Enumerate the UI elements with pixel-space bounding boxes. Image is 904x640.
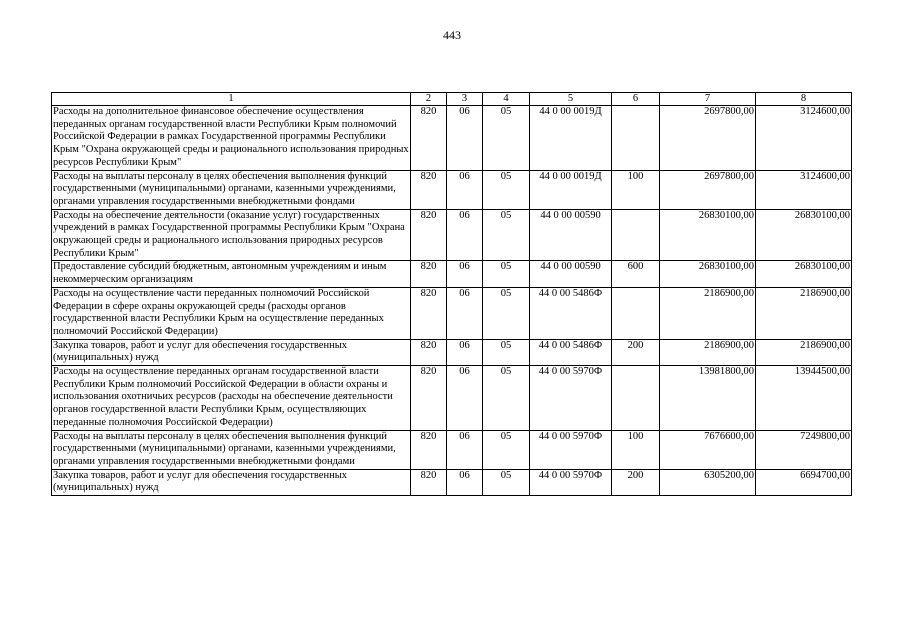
column-header: 3 xyxy=(447,93,483,106)
cell-section: 06 xyxy=(447,366,483,431)
cell-target-article: 44 0 00 5486Ф xyxy=(530,287,612,339)
cell-expense-type xyxy=(612,209,660,261)
row-description: Расходы на обеспечение деятельности (оказание услуг) государственных учреждений в рамках Государственной программы Республики Крым "Охрана окружающей среды и рационального использования природных ресурсов Республики Крым" xyxy=(52,209,411,261)
row-description: Расходы на выплаты персоналу в целях обеспечения выполнения функций государственными (муниципальными) органами, казенными учреждениями, органами управления государственными внебюджетными фондами xyxy=(52,170,411,209)
cell-expense-type: 200 xyxy=(612,339,660,365)
cell-ministry: 820 xyxy=(411,469,447,495)
row-description: Расходы на осуществление переданных органам государственной власти Республики Крым полномочий Российской Федерации в области охраны и использования охотничьих ресурсов (расходы на обеспечение деятельности органов государственной власти Республики Крым, осуществляющих переданные полномочия Российской Федерации) xyxy=(52,366,411,431)
cell-ministry: 820 xyxy=(411,261,447,287)
cell-amount-col7: 26830100,00 xyxy=(660,209,756,261)
cell-target-article: 44 0 00 5970Ф xyxy=(530,469,612,495)
cell-subsection: 05 xyxy=(483,430,530,469)
cell-target-article: 44 0 00 5486Ф xyxy=(530,339,612,365)
cell-expense-type xyxy=(612,287,660,339)
cell-ministry: 820 xyxy=(411,339,447,365)
cell-target-article: 44 0 00 0019Д xyxy=(530,170,612,209)
budget-table xyxy=(51,92,852,496)
cell-subsection: 05 xyxy=(483,106,530,171)
cell-subsection: 05 xyxy=(483,339,530,365)
cell-amount-col8: 2186900,00 xyxy=(756,339,852,365)
cell-amount-col7: 2186900,00 xyxy=(660,287,756,339)
cell-subsection: 05 xyxy=(483,170,530,209)
cell-amount-col8: 26830100,00 xyxy=(756,261,852,287)
cell-ministry: 820 xyxy=(411,170,447,209)
cell-target-article: 44 0 00 0019Д xyxy=(530,106,612,171)
table-row xyxy=(52,430,852,469)
cell-ministry: 820 xyxy=(411,287,447,339)
cell-amount-col7: 6305200,00 xyxy=(660,469,756,495)
cell-ministry: 820 xyxy=(411,209,447,261)
cell-amount-col8: 2186900,00 xyxy=(756,287,852,339)
cell-section: 06 xyxy=(447,469,483,495)
cell-target-article: 44 0 00 00590 xyxy=(530,209,612,261)
row-description: Закупка товаров, работ и услуг для обеспечения государственных (муниципальных) нужд xyxy=(52,469,411,495)
cell-ministry: 820 xyxy=(411,106,447,171)
cell-expense-type xyxy=(612,366,660,431)
cell-expense-type: 200 xyxy=(612,469,660,495)
table-row xyxy=(52,366,852,431)
page-number: 443 xyxy=(443,28,461,42)
row-description: Расходы на дополнительное финансовое обеспечение осуществления переданных органам государственной власти Республики Крым полномочий Российской Федерации в рамках Государственной программы Республики Крым "Охрана окружающей среды и рационального использования природных ресурсов Республики Крым" xyxy=(52,106,411,171)
column-header: 5 xyxy=(530,93,612,106)
row-description: Закупка товаров, работ и услуг для обеспечения государственных (муниципальных) нужд xyxy=(52,339,411,365)
table-row xyxy=(52,287,852,339)
cell-subsection: 05 xyxy=(483,287,530,339)
row-description: Предоставление субсидий бюджетным, автономным учреждениям и иным некоммерческим организациям xyxy=(52,261,411,287)
table-row xyxy=(52,209,852,261)
cell-amount-col7: 26830100,00 xyxy=(660,261,756,287)
cell-amount-col7: 2697800,00 xyxy=(660,170,756,209)
cell-section: 06 xyxy=(447,209,483,261)
column-header: 4 xyxy=(483,93,530,106)
cell-subsection: 05 xyxy=(483,261,530,287)
column-header: 1 xyxy=(52,93,411,106)
column-header: 8 xyxy=(756,93,852,106)
cell-amount-col8: 26830100,00 xyxy=(756,209,852,261)
column-header: 7 xyxy=(660,93,756,106)
cell-amount-col7: 13981800,00 xyxy=(660,366,756,431)
table-row xyxy=(52,106,852,171)
column-header: 2 xyxy=(411,93,447,106)
cell-section: 06 xyxy=(447,339,483,365)
cell-section: 06 xyxy=(447,106,483,171)
cell-expense-type: 600 xyxy=(612,261,660,287)
table-row xyxy=(52,339,852,365)
cell-amount-col7: 2697800,00 xyxy=(660,106,756,171)
cell-section: 06 xyxy=(447,170,483,209)
column-header: 6 xyxy=(612,93,660,106)
row-description: Расходы на осуществление части переданных полномочий Российской Федерации в сфере охраны окружающей среды (расходы органов государственной власти Республики Крым на осуществление переданных полномочий Российской Федерации) xyxy=(52,287,411,339)
cell-target-article: 44 0 00 5970Ф xyxy=(530,430,612,469)
cell-section: 06 xyxy=(447,287,483,339)
row-description: Расходы на выплаты персоналу в целях обеспечения выполнения функций государственными (муниципальными) органами, казенными учреждениями, органами управления государственными внебюджетными фондами xyxy=(52,430,411,469)
cell-amount-col8: 13944500,00 xyxy=(756,366,852,431)
cell-amount-col8: 3124600,00 xyxy=(756,106,852,171)
cell-subsection: 05 xyxy=(483,469,530,495)
cell-ministry: 820 xyxy=(411,366,447,431)
cell-target-article: 44 0 00 5970Ф xyxy=(530,366,612,431)
table-row xyxy=(52,261,852,287)
cell-section: 06 xyxy=(447,261,483,287)
cell-expense-type: 100 xyxy=(612,170,660,209)
cell-amount-col8: 6694700,00 xyxy=(756,469,852,495)
cell-amount-col7: 2186900,00 xyxy=(660,339,756,365)
cell-expense-type xyxy=(612,106,660,171)
cell-subsection: 05 xyxy=(483,366,530,431)
cell-amount-col8: 3124600,00 xyxy=(756,170,852,209)
cell-section: 06 xyxy=(447,430,483,469)
table-row xyxy=(52,170,852,209)
cell-expense-type: 100 xyxy=(612,430,660,469)
table-header-row xyxy=(52,93,852,106)
table-row xyxy=(52,469,852,495)
cell-subsection: 05 xyxy=(483,209,530,261)
cell-amount-col8: 7249800,00 xyxy=(756,430,852,469)
cell-target-article: 44 0 00 00590 xyxy=(530,261,612,287)
cell-amount-col7: 7676600,00 xyxy=(660,430,756,469)
cell-ministry: 820 xyxy=(411,430,447,469)
